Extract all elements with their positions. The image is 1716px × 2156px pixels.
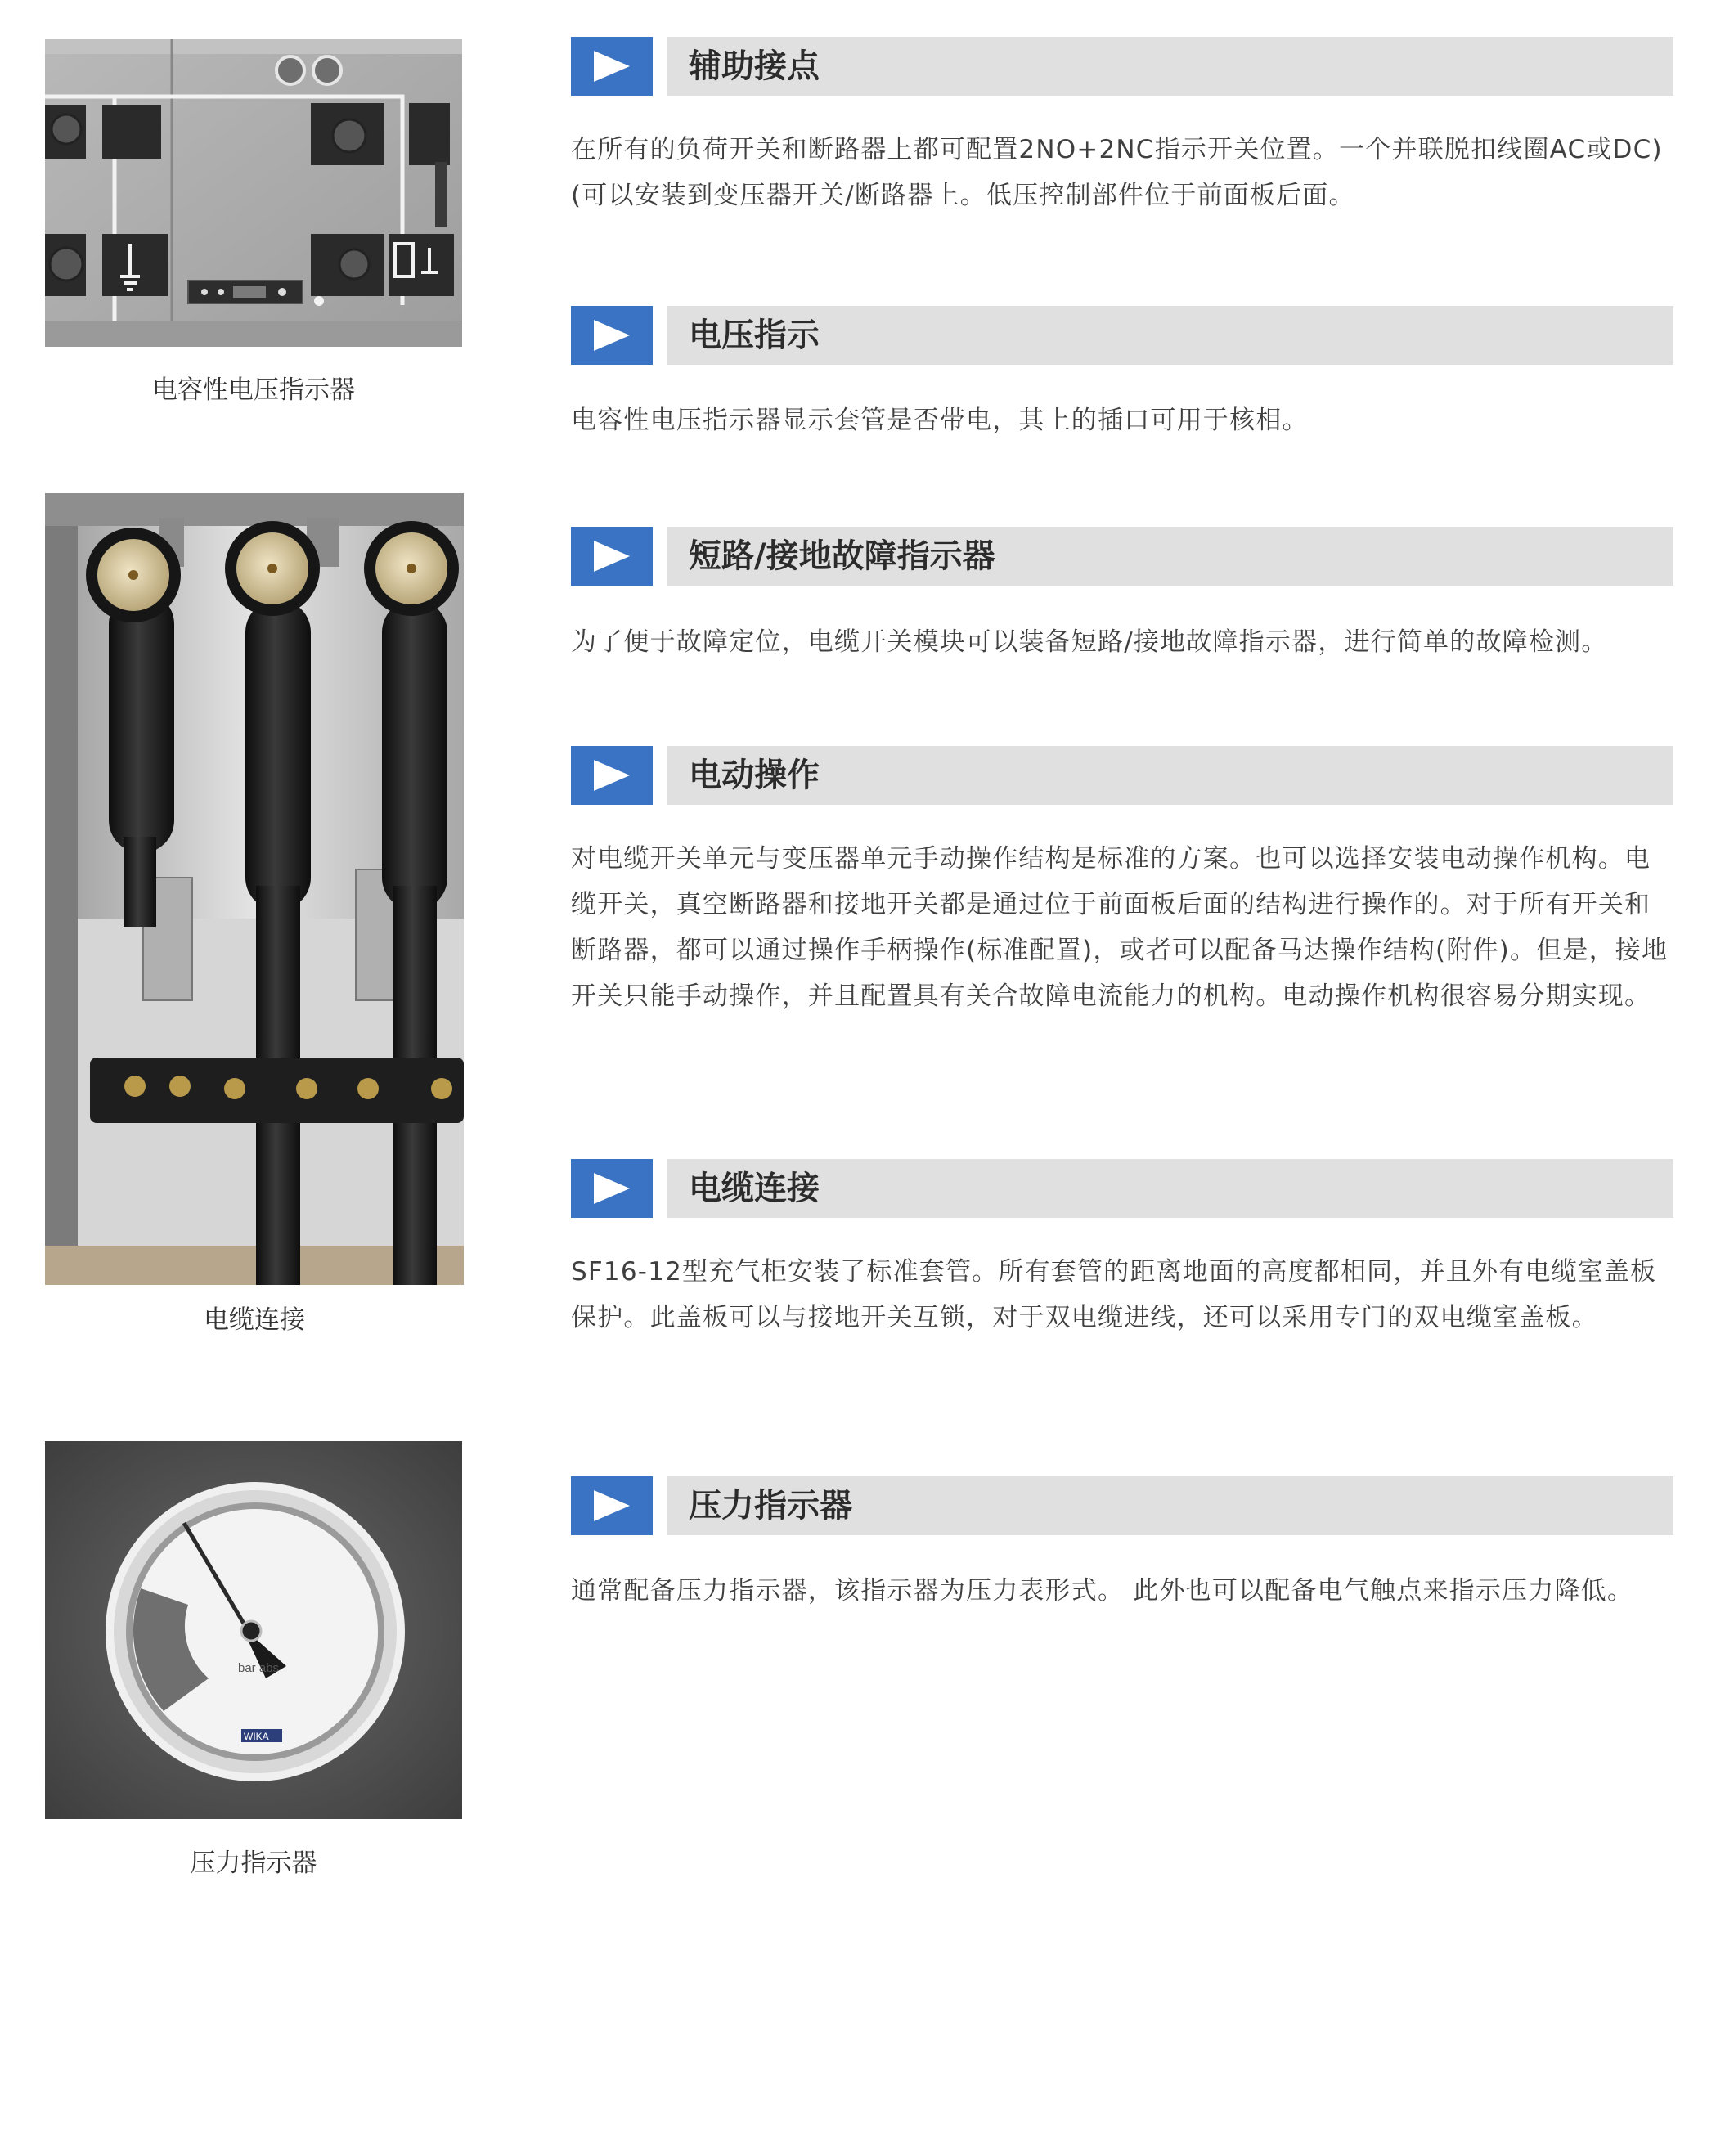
- section-title: 电缆连接: [689, 1170, 820, 1207]
- section-title-bar: [667, 1476, 1673, 1535]
- section-title: 压力指示器: [689, 1487, 852, 1525]
- photo-caption-cable-connection: 电缆连接: [204, 1305, 305, 1335]
- section-text-auxiliary-contacts: 在所有的负荷开关和断路器上都可配置2NO+2NC指示开关位置。一个并联脱扣线圈AC或DC)(可以安装到变压器开关/断路器上。低压控制部件位于前面板后面。: [571, 135, 1663, 210]
- play-icon: [571, 527, 653, 586]
- gauge-label: bar abs: [238, 1661, 280, 1675]
- section-title-bar: [667, 746, 1673, 805]
- gauge-illustration: [45, 1441, 462, 1819]
- panel-illustration: [45, 39, 462, 347]
- play-icon: [571, 1159, 653, 1218]
- section-title: 短路/接地故障指示器: [689, 537, 995, 575]
- section-title-bar: [667, 37, 1673, 96]
- photo-pressure-gauge: [45, 1441, 462, 1819]
- play-icon: [571, 1476, 653, 1535]
- section-header-fault-indicator: [571, 527, 1673, 586]
- photo-caption-voltage-indicator: 电容性电压指示器: [152, 375, 355, 405]
- section-header-voltage-indication: [571, 306, 1673, 365]
- section-text-cable-connection: SF16-12型充气柜安装了标准套管。所有套管的距离地面的高度都相同，并且外有电缆室盖板保护。此盖板可以与接地开关互锁，对于双电缆进线，还可以采用专门的双电缆室盖板。: [571, 1257, 1657, 1332]
- section-header-motor-operation: [571, 746, 1673, 805]
- section-title: 电压指示: [689, 317, 820, 354]
- section-title-bar: [667, 527, 1673, 586]
- play-icon: [571, 306, 653, 365]
- section-text-motor-operation: 对电缆开关单元与变压器单元手动操作结构是标准的方案。也可以选择安装电动操作机构。电缆开关，真空断路器和接地开关都是通过位于前面板后面的结构进行操作的。对于所有开关和断路器，都可以通过操作手柄操作(标准配置)，或者可以配备马达操作结构(附件)。但是，接地开关只能手动操作，并且配置具有关合故障电流能力的机构。电动操作机构很容易分期实现。: [571, 844, 1669, 1011]
- section-text-pressure-indicator: 通常配备压力指示器，该指示器为压力表形式。 此外也可以配备电气触点来指示压力降低。: [571, 1576, 1634, 1606]
- section-header-pressure-indicator: [571, 1476, 1673, 1535]
- section-header-cable-connection: [571, 1159, 1673, 1218]
- section-title-bar: [667, 306, 1673, 365]
- section-text-voltage-indication: 电容性电压指示器显示套管是否带电，其上的插口可用于核相。: [571, 406, 1309, 435]
- section-title: 辅助接点: [689, 47, 820, 85]
- section-title-bar: [667, 1159, 1673, 1218]
- photo-voltage-indicator-panel: [45, 39, 462, 347]
- section-title: 电动操作: [689, 757, 820, 794]
- photo-caption-pressure-gauge: 压力指示器: [190, 1848, 317, 1878]
- section-header-auxiliary-contacts: [571, 37, 1673, 96]
- cable-illustration: [45, 493, 464, 1285]
- section-text-fault-indicator: 为了便于故障定位，电缆开关模块可以装备短路/接地故障指示器，进行简单的故障检测。: [571, 627, 1608, 657]
- play-icon: [571, 37, 653, 96]
- gauge-brand: WIKA: [244, 1731, 269, 1742]
- photo-cable-connection: [45, 493, 464, 1285]
- play-icon: [571, 746, 653, 805]
